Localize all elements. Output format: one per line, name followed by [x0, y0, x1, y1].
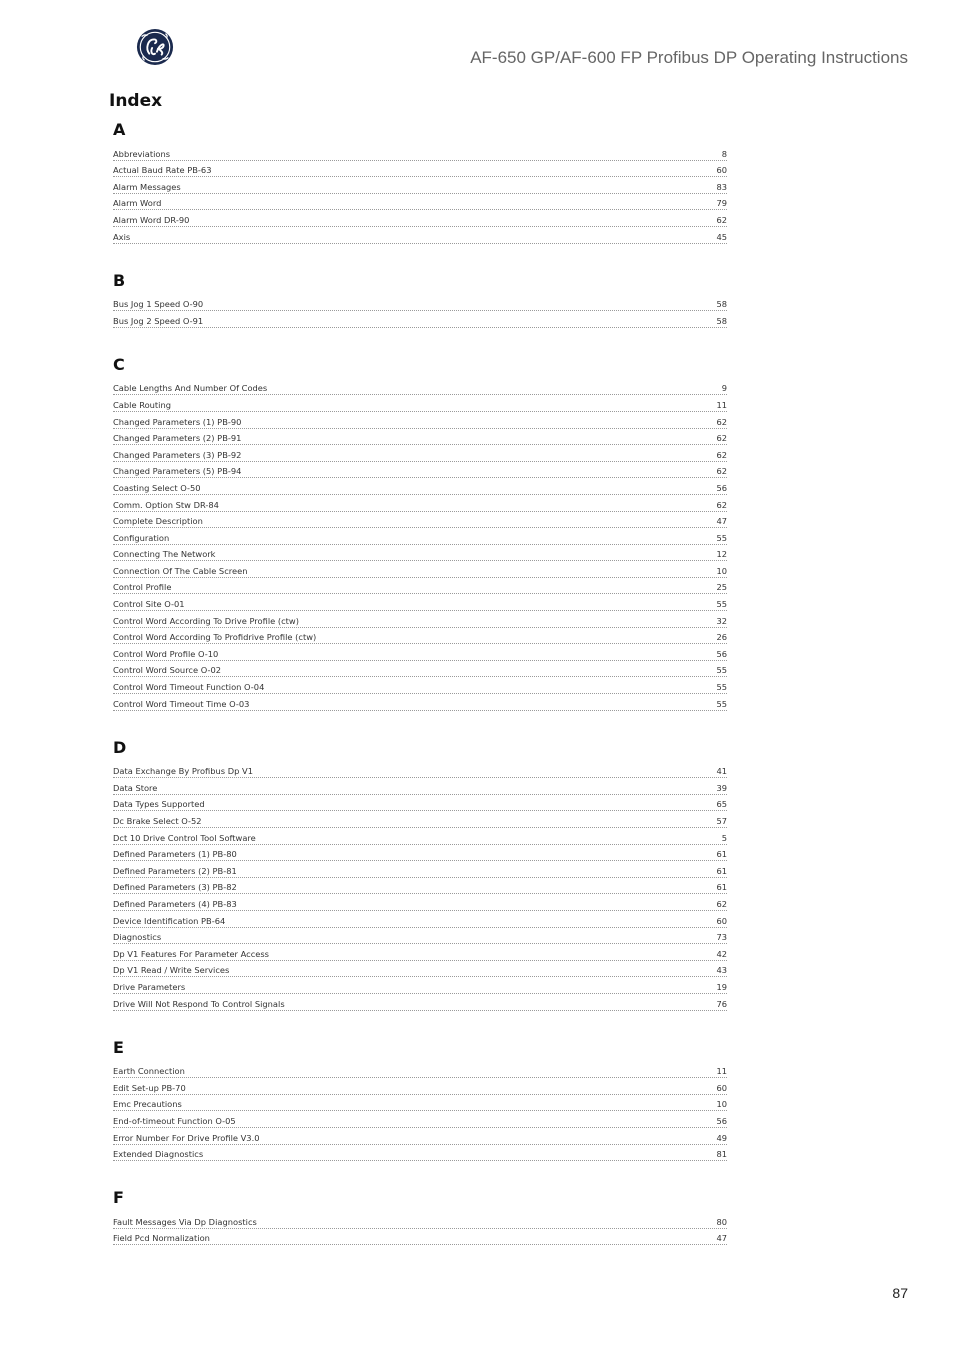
entry-term: Dp V1 Features For Parameter Access	[113, 948, 270, 959]
entry-page-number: 11	[716, 1066, 727, 1077]
index-entry	[113, 828, 727, 845]
entry-term: Configuration	[113, 532, 170, 543]
entry-page-number: 62	[716, 449, 727, 460]
entry-term: Control Word According To Drive Profile (ctw)	[113, 615, 299, 626]
entry-term: Control Site O-01	[113, 599, 185, 610]
entry-page-number: 61	[716, 849, 727, 860]
entry-term: Changed Parameters (2) PB-91	[113, 433, 242, 444]
entry-page-number: 56	[716, 1115, 727, 1126]
index-entry	[113, 429, 727, 446]
entry-term: Dp V1 Read / Write Services	[113, 965, 230, 976]
entry-page-number: 47	[716, 516, 727, 527]
entry-page-number: 32	[716, 615, 727, 626]
entry-page-number: 55	[716, 532, 727, 543]
index-entry	[113, 694, 727, 711]
entry-term: Cable Lengths And Number Of Codes	[113, 383, 268, 394]
index-entry	[113, 1212, 727, 1229]
entry-term: Control Word Profile O-10	[113, 648, 219, 659]
document-title: AF-650 GP/AF-600 FP Profibus DP Operating Instructions	[470, 48, 908, 67]
entry-page-number: 41	[716, 766, 727, 777]
entry-term: Comm. Option Stw DR-84	[113, 499, 219, 510]
entry-page-number: 5	[721, 832, 727, 843]
entry-page-number: 83	[716, 181, 727, 192]
index-entry	[113, 512, 727, 529]
entry-term: Device Identification PB-64	[113, 915, 226, 926]
index-entry	[113, 944, 727, 961]
entry-page-number: 62	[716, 214, 727, 225]
index-entry	[113, 894, 727, 911]
entry-term: Connection Of The Cable Screen	[113, 565, 248, 576]
entry-term: Complete Description	[113, 516, 203, 527]
entry-page-number: 12	[716, 549, 727, 560]
entry-page-number: 45	[716, 231, 727, 242]
entry-page-number: 10	[716, 1099, 727, 1110]
section-letter: B	[113, 270, 126, 290]
entry-term: Alarm Word DR-90	[113, 214, 190, 225]
index-entry	[113, 395, 727, 412]
entry-term: Changed Parameters (3) PB-92	[113, 449, 242, 460]
entry-page-number: 61	[716, 882, 727, 893]
entry-term: Axis	[113, 231, 131, 242]
entry-term: Control Word Timeout Time O-03	[113, 698, 250, 709]
index-entry	[113, 977, 727, 994]
entry-term: Data Exchange By Profibus Dp V1	[113, 766, 253, 777]
entry-term: Bus Jog 1 Speed O-90	[113, 299, 204, 310]
index-entry	[113, 762, 727, 779]
index-entry	[113, 611, 727, 628]
index-entry	[113, 1128, 727, 1145]
index-section-e	[113, 1038, 727, 1162]
index-entry	[113, 795, 727, 812]
entry-term: Cable Routing	[113, 399, 172, 410]
entry-page-number: 81	[716, 1149, 727, 1160]
index-entry	[113, 1145, 727, 1162]
entry-term: Control Profile	[113, 582, 172, 593]
index-entry	[113, 928, 727, 945]
entry-term: Connecting The Network	[113, 549, 216, 560]
index-entry	[113, 1062, 727, 1079]
index-entry	[113, 578, 727, 595]
index-entry	[113, 911, 727, 928]
index-section-a	[113, 120, 727, 244]
entry-page-number: 42	[716, 948, 727, 959]
entry-page-number: 10	[716, 565, 727, 576]
entry-page-number: 60	[716, 1082, 727, 1093]
entry-term: Field Pcd Normalization	[113, 1233, 210, 1244]
entry-page-number: 55	[716, 665, 727, 676]
entry-page-number: 62	[716, 466, 727, 477]
index-entry	[113, 295, 727, 312]
index-entry	[113, 495, 727, 512]
index-entry	[113, 1229, 727, 1246]
entry-page-number: 65	[716, 799, 727, 810]
index-entry	[113, 677, 727, 694]
entry-term: Dc Brake Select O-52	[113, 816, 202, 826]
entry-page-number: 79	[716, 198, 727, 209]
entry-page-number: 73	[716, 932, 727, 943]
entry-page-number: 55	[716, 698, 727, 709]
index-entry	[113, 210, 727, 227]
entry-page-number: 39	[716, 782, 727, 793]
index-entry	[113, 161, 727, 178]
index-entry	[113, 1095, 727, 1112]
ge-monogram-icon	[136, 28, 174, 66]
entry-page-number: 19	[716, 981, 727, 992]
section-letter: E	[113, 1037, 124, 1057]
entry-term: Error Number For Drive Profile V3.0	[113, 1132, 260, 1143]
index-entry	[113, 861, 727, 878]
entry-page-number: 11	[716, 399, 727, 410]
index-entry	[113, 661, 727, 678]
entry-term: Edit Set-up PB-70	[113, 1082, 186, 1093]
entry-page-number: 56	[716, 482, 727, 493]
index-entry	[113, 311, 727, 328]
index-entry	[113, 545, 727, 562]
index-list	[113, 120, 727, 1272]
entry-page-number: 43	[716, 965, 727, 976]
entry-term: Earth Connection	[113, 1066, 185, 1077]
index-section-b	[113, 271, 727, 328]
index-entry	[113, 144, 727, 161]
index-section-d	[113, 738, 727, 1011]
index-entry	[113, 379, 727, 396]
index-entry	[113, 194, 727, 211]
index-entry	[113, 528, 727, 545]
entry-term: Extended Diagnostics	[113, 1149, 204, 1160]
index-entry	[113, 878, 727, 895]
entry-page-number: 60	[716, 165, 727, 176]
index-entry	[113, 1078, 727, 1095]
entry-term: Alarm Word	[113, 198, 162, 209]
index-entry	[113, 628, 727, 645]
entry-term: Emc Precautions	[113, 1099, 182, 1110]
index-entry	[113, 177, 727, 194]
entry-term: Control Word Timeout Function O-04	[113, 682, 265, 693]
index-entry	[113, 1111, 727, 1128]
entry-term: Drive Parameters	[113, 981, 186, 992]
index-entry	[113, 445, 727, 462]
entry-page-number: 49	[716, 1132, 727, 1143]
entry-term: Diagnostics	[113, 932, 162, 943]
entry-term: Control Word According To Profidrive Profile (ctw)	[113, 632, 317, 643]
index-entry	[113, 478, 727, 495]
entry-term: Actual Baud Rate PB-63	[113, 165, 212, 176]
index-entry	[113, 845, 727, 862]
section-letter: A	[113, 120, 126, 139]
entry-page-number: 47	[716, 1233, 727, 1244]
entry-term: Data Store	[113, 782, 158, 793]
index-entry	[113, 462, 727, 479]
index-entry	[113, 961, 727, 978]
entry-page-number: 55	[716, 682, 727, 693]
index-entry	[113, 412, 727, 429]
section-letter: D	[113, 737, 127, 757]
page-number: 87	[892, 1285, 908, 1301]
entry-term: Abbreviations	[113, 148, 171, 159]
entry-page-number: 9	[721, 383, 727, 394]
entry-term: Dct 10 Drive Control Tool Software	[113, 832, 256, 843]
entry-term: Fault Messages Via Dp Diagnostics	[113, 1216, 257, 1227]
entry-page-number: 26	[716, 632, 727, 643]
index-section-f	[113, 1188, 727, 1245]
entry-term: Defined Parameters (3) PB-82	[113, 882, 237, 893]
section-letter: C	[113, 354, 125, 374]
entry-page-number: 61	[716, 865, 727, 876]
entry-page-number: 62	[716, 433, 727, 444]
index-entry	[113, 994, 727, 1011]
entry-page-number: 56	[716, 648, 727, 659]
section-letter: F	[113, 1188, 124, 1208]
entry-term: Drive Will Not Respond To Control Signals	[113, 998, 285, 1009]
entry-term: Coasting Select O-50	[113, 482, 201, 493]
entry-page-number: 57	[716, 816, 727, 826]
entry-term: Changed Parameters (5) PB-94	[113, 466, 242, 477]
entry-page-number: 76	[716, 998, 727, 1009]
entry-page-number: 60	[716, 915, 727, 926]
index-entry	[113, 594, 727, 611]
entry-page-number: 62	[716, 416, 727, 427]
entry-page-number: 62	[716, 898, 727, 909]
index-section-c	[113, 355, 727, 711]
entry-term: Defined Parameters (4) PB-83	[113, 898, 237, 909]
entry-term: End-of-timeout Function O-05	[113, 1115, 236, 1126]
index-entry	[113, 227, 727, 244]
index-entry	[113, 811, 727, 828]
entry-term: Control Word Source O-02	[113, 665, 222, 676]
index-entry	[113, 778, 727, 795]
entry-page-number: 25	[716, 582, 727, 593]
index-heading: Index	[109, 91, 163, 111]
entry-page-number: 58	[716, 299, 727, 310]
entry-term: Defined Parameters (2) PB-81	[113, 865, 237, 876]
entry-page-number: 55	[716, 599, 727, 610]
entry-page-number: 80	[716, 1216, 727, 1227]
entry-term: Data Types Supported	[113, 799, 205, 810]
entry-page-number: 58	[716, 315, 727, 326]
entry-page-number: 62	[716, 499, 727, 510]
entry-term: Alarm Messages	[113, 181, 181, 192]
entry-term: Defined Parameters (1) PB-80	[113, 849, 237, 860]
entry-term: Changed Parameters (1) PB-90	[113, 416, 242, 427]
index-entry	[113, 644, 727, 661]
entry-page-number: 8	[721, 148, 727, 159]
index-entry	[113, 561, 727, 578]
entry-term: Bus Jog 2 Speed O-91	[113, 315, 204, 326]
